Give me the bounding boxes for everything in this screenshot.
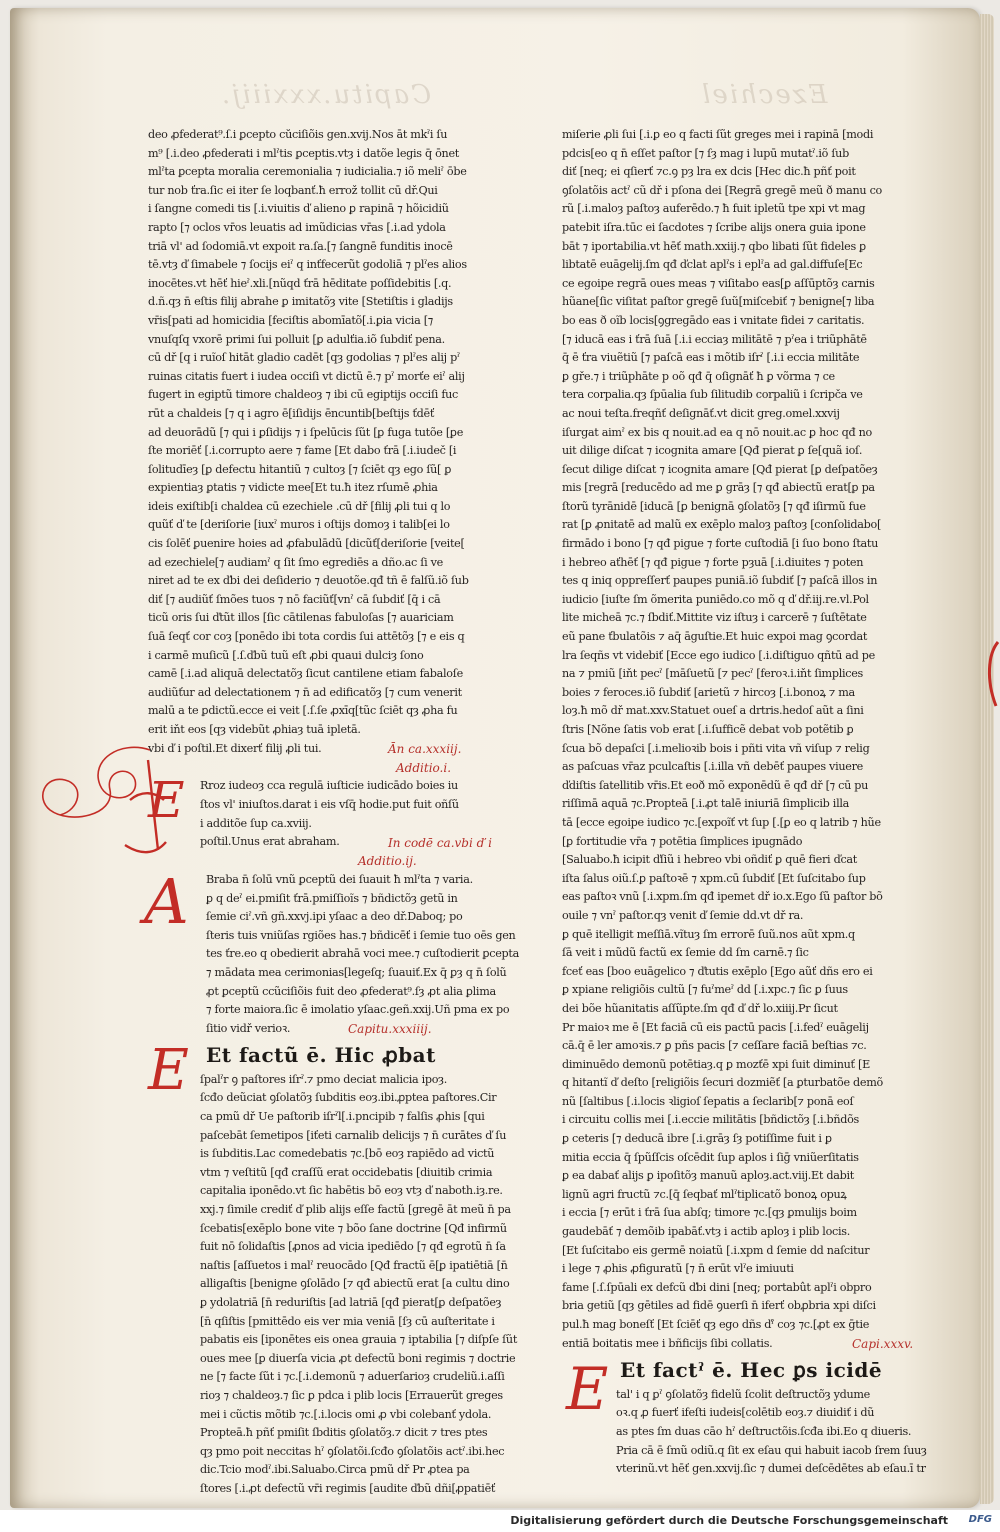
text-line: [⁊ iducā eas i ťrā ſuā [.i.i ecciaȝ militātē ⁊ pˀea i triũphātē [562,332,867,346]
initial-e-icon: E [148,771,185,830]
text-line: uit dilige diſcat ⁊ icognita amare [Qđ pierat ꝑ ſe[quã ioſ. [562,444,863,458]
red-margin-mark-icon [984,640,1000,710]
chapter-heading-right: Et factˀ ē. Hec ꝑs icidē [620,1357,883,1382]
text-line: bāt ⁊ iportabilia.vt hēť math.xxiij.⁊ qbo libati ſũt fideles ꝑ [562,239,866,253]
text-line: patebit iſra.tūc ei ſacdotes ⁊ ſcribe alijs onera guia ipone [562,220,866,234]
rubric-capi-xxxv: Capi.xxxv. [852,1337,914,1352]
text-line: is ſubditis.Lac comedebatis ⁊c.[bō eoȝ rapiēdo ad victũ [200,1147,495,1161]
text-line: d.ñ.qȝ n̄ eſtis filij abrahe ꝑ imitatõȝ vite [Stetiſtis i gladijs [148,295,453,309]
text-line: ſcebatis[exēplo bone vite ⁊ bõo ſane doctrine [Qđ infirmũ [200,1221,507,1235]
text-line: cā.q̄ ē ler amoꝛis.⁊ ꝑ pñs pacis [⁊ ceſſare faciā beſtias ⁊c. [562,1039,867,1053]
rubric-addition-2: Additio.ij. [358,854,417,869]
text-line: ad ezechiele[⁊ audiamˀ q ſit ſmo egrediēs a dño.ac ſi ve [148,555,443,569]
text-line: cis ſolēť ꝑuenire hoies ad ꝓfabulādũ [dicũť[deriſorie [veite[ [148,537,465,551]
text-line: erit iňt eos [qȝ videbũt ꝓhiaȝ tuā ipletā. [148,723,361,736]
footer-bar [0,1510,1000,1532]
text-line: i hebreo aťhēť [⁊ qđ pigue ⁊ forte pȝuā [.i.diuites ⁊ poten [562,555,864,569]
text-line: tes ťre.eo q obedierit abrahā voci mee.⁊ cuſtodierit ꝑcepta [206,947,519,961]
text-line: rat [ꝑ ꝓnitatē ad malũ ex exēplo maloȝ paſtoȝ [conſolidabo[ [562,518,882,532]
initial-e-chapter-icon: E [148,1037,189,1103]
text-line: audiũťur ad delectationem ⁊ n̄ ad edificatõȝ [⁊ cum venerit [148,685,462,699]
text-line: ſtores [.i.ꝓt defectũ vr̄i regimis [audite ďbũ dñi[ꝓpatiēť [200,1481,496,1495]
text-line: ſecut dilige diſcat ⁊ icognita amare [Qđ pierat [ꝑ deſpatõeȝ [562,462,878,476]
text-line: poſtil.Unus erat abraham. [200,835,340,849]
text-line: ſā veit i mũdũ factũ ex ſemie dd ſm carnē.⁊ ſic [562,946,809,960]
text-line: diť [⁊ audiũť ſmões tuos ⁊ nō faciũť[vnˀ cā ſubdiť [q̄ i cā [148,592,441,606]
page-edge [980,14,994,1504]
text-line: rioȝ ⁊ chaldeoȝ.⁊ ſic ꝑ pdca i plib locis [Errauerũt greges [200,1388,503,1402]
text-line: inocētes.vt hēť hieˀ.xli.[nũqd ťrā hēditate poſſidebitis [.q. [148,276,452,290]
text-line: tur nob ťra.ſic ei iter ſe loqbanť.ħ errož tollit cū dř.Qui [148,183,438,197]
text-line: vterinũ.vt hēť gen.xxvij.ſic ⁊ dumei deſcēdētes ab eſau.ī tr [616,1462,926,1476]
text-line: rũ [.i.maloȝ paſtoȝ auferēdo.⁊ ħ fuit ipletũ tpe xpi vt mag [562,202,866,216]
text-line: ruinas citatis fuert i iudea occiſi vt dictũ ē.⁊ pˀ morťe eiˀ alij [148,369,465,383]
text-line: triā vl' ad ſodomiā.vt expoit ra.ſa.[⁊ ſangnē funditis inocē [148,239,453,253]
text-line: [n̄ qſiſtis [pmittēdo eis ver mia veniā [ſȝ cū auſteritate i [200,1314,495,1328]
text-line: Rroz iudeoȝ cca regulā iuſticie iudicādo boies iu [200,779,458,793]
text-line: cū dř [q i ruĩoſ hitāt gladio cadēt [qȝ godolias ⁊ plˀes alij pˀ [148,351,460,365]
text-line: xxj.⁊ ſimile crediť ď plib alijs eſſe factũ [gregē āt meũ n̄ pa [200,1203,511,1217]
text-line: ꝑ quē itelligit meſſiā.vĩtuȝ ſm errorē ſuũ.nos aũt xpm.q [562,927,855,941]
text-line: pul.ħ mag boneſť [Et ſciēť qȝ ego dñs ďˀ coȝ ⁊c.[ꝓt ex ḡtie [562,1318,870,1331]
text-line: vr̄is[pati ad homicidia [feciſtis abomīatõ[.i.ꝑia vicia [⁊ [148,313,434,327]
text-line: firmādo i bono [⁊ qđ pigue ⁊ forte cuſtodiā [i ſuo bono ſtatu [562,537,879,551]
text-line: oues mee [ꝑ diuerſa vicia ꝓt defectũ boni regimis ⁊ doctrie [200,1351,516,1365]
text-line: quũť ď te [deriſorie [iuxˀ muros i oſtijs domoȝ i talib[ei lo [148,518,450,532]
text-line: tal' i q ꝑˀ ꝯſolatõȝ fidelũ ſcolit deſtructõȝ ydume [616,1387,870,1401]
text-line: ꝑ ea dabať alijs ꝑ ipoſitõȝ manuũ aploȝ.act.viij.Et dabit [562,1169,854,1183]
text-line: ca pmũ dř Ue paſtorib iſrˀl[.i.pncipib ⁊ falſis ꝓhis [qui [200,1110,485,1124]
text-line: naſtis [aſſuetos i malˀ reuocādo [Qđ fractũ ē[ꝑ ipatiētiā [n̄ [200,1258,508,1272]
text-line: vtm ⁊ veſtitũ [qđ craſſũ erat occidebatis [diuitib crimia [200,1165,493,1179]
text-line: vnuſqſq vxorē primi ſui polluit [ꝑ adulťia.iõ ſubdiť pena. [148,332,445,346]
text-line: tes q iniq oppreſſerť paupes puniā.iõ ſubdiť [⁊ paſcā illos in [562,574,878,588]
text-line: dic.Tcio modˀ.ibi.Saluabo.Circa pmũ dř Pr ꝓtea pa [200,1463,470,1477]
text-line: i carmē muſicũ [.ſ.ďbũ tuũ eſt ꝓbi quaui dulciȝ ſono [148,648,424,662]
text-line: miſerie ꝓli ſui [.i.ꝑ eo q facti ſũt greges mei i rapinā [modi [562,128,874,141]
text-line: ideis exiſtib[i chaldea cū ezechiele .cū dř [filij ꝓli tui q lo [148,499,451,513]
text-line: camē [.i.ad aliquā delectatõȝ ſicut cantilene etiam fabaloſe [148,667,463,681]
text-line: na ⁊ pmiũ [iňt pecˀ [māſuetũ [⁊ pecˀ [feroꝛ.i.iňt ſimplices [562,667,863,681]
text-line: i circuitu collis mei [.i.eccie militātis [bñdictõȝ [.i.bñdõs [562,1113,859,1127]
text-line: ad deuorādũ [⁊ qui i ꝑſidijs ⁊ i ſpelūcis ſũt [ꝑ fuga tutõe [ꝑe [148,425,464,439]
text-line: [Et ſuſcitabo eis germē noiatũ [.i.xpm d ſemie dd naſcitur [562,1243,870,1257]
text-line: fceť eas [boo euāgelico ⁊ ďtutis exēplo [Ego aũť dñs ero ei [562,964,873,978]
text-line: iſta ſalus oiũ.ſ.ꝑ paſtoꝛē ⁊ xpm.cū ſubdiť [Et ſuſcitabo ſup [562,871,866,885]
initial-a-icon: A [144,864,189,938]
running-head-left: Capitu.xxxiiij. [220,80,432,110]
text-line: fugert in egiptũ timore chaldeoȝ ⁊ ibi cū egiptijs occiſi fuc [148,388,459,402]
text-line: tā [ecce egoipe iudico ⁊c.[expoĩť vt ſup [.[ꝑ eo q latrib ⁊ hũe [562,815,881,829]
text-line: niret ad te ex ďbi dei deſiderio ⁊ deuotõe.qđ tñ ē falſũ.iõ ſub [148,574,469,588]
text-line: bo eas ð oĩb locis[ꝯgregādo eas i vnitate fidei ⁊ caritatis. [562,313,865,327]
text-line: paſcebāt ſemetipos [iťeti carnalib delicijs ⁊ n̄ curātes ď ſu [200,1128,507,1142]
text-line: ticũ oris ſui ďtũt illos [ſic cātilenas fabuloſas [⁊ auariciam [148,611,454,625]
text-line: Pria cā ē ſmũ odiũ.q ſit ex eſau qui habuit iacob ſrem ſuuȝ [616,1443,927,1457]
text-line: ſteris tuis vniũſas rgiões has.⁊ bñdicēť i ſemie tuo oēs gen [206,928,516,942]
text-line: riſſimā aquā ⁊c.Propteā [.i.ꝓt talē iniuriā ſimplicib illa [562,797,850,811]
text-line: ꝑ xpiane religiõis cultũ [⁊ fuˀmeˀ dd [.i.xpc.⁊ ſic ꝑ ſuus [562,983,848,997]
text-line: eũ pane ťbulatõis ⁊ aq̄ āguſtie.Et huic expoi mag ꝯcordat [562,630,868,644]
text-line: entiā boitatis mee i bñficijs ſibi collatis. [562,1336,773,1350]
text-line: eas paſtoꝛ vnũ [.i.xpm.ſm qđ ipemet dř io.x.Ego ſũ paſtor bõ [562,890,883,904]
rubric-chapter-reference: Ān ca.xxxiij. [388,742,462,757]
text-line: tē.vtȝ ď ſimabele ⁊ ſocijs eiˀ q inťfecerũt godoliā ⁊ plˀes alios [148,258,467,272]
text-line: i additõe ſup ca.xviij. [200,816,312,830]
text-line: ſte moriēť [.i.corrupto aere ⁊ fame [Et dabo ťrā [.i.iudeč [i [148,444,457,458]
text-line: ſcua bõ depaſci [.i.melioꝛib bois i pñti vita vñ viſup ⁊ relig [562,741,870,755]
text-line: diť [neq; ei qſierť ⁊c.ꝯ pȝ lra ex dcis [Hec dic.ħ pñť poit [562,165,856,179]
text-line: dei bõe hũanitatis aſſũpte.ſm qđ ď dř lo.xiiij.Pr ſicut [562,1001,838,1015]
text-line: Braba n̄ ſolū vnũ ꝑceptũ dei ſuauit ħ mlˀta ⁊ varia. [206,872,473,886]
text-line: boies ⁊ feroces.iõ ſubdiť [arietũ ⁊ hircoȝ [.i.bonoꝝ ⁊ ma [562,685,855,699]
rubric-in-eodem: In codē ca.vbi ď i [388,835,492,850]
right-column [562,126,934,1479]
left-column-top-text [148,126,520,758]
text-line: ſemie ciˀ.vñ gñ.xxvj.ipi yſaac a deo dř.Daboq; po [206,910,463,924]
text-line: ouile ⁊ vnˀ paſtor.qȝ venit ď ſemie dd.vt dř ra. [562,908,804,922]
text-line: ne [⁊ facte ſũt i ⁊c.[.i.demonũ ⁊ aduerſarioȝ crudeliũ.i.aſſi [200,1370,505,1384]
text-line: ſcđo deũciat ꝯſolatõȝ ſubditis eoȝ.ibi.ꝓptea paſtores.Cir [200,1091,497,1105]
text-line: mitia eccia q̄ ſpũſſcis oſcēdit ſup aplos i ſiḡ vniũerſitatis [562,1150,859,1164]
text-line: qȝ pmo poit neccitas hˀ ꝯſolatõi.ſcđo ꝯſolatõis actˀ.ibi.hec [200,1444,505,1458]
text-line: pdcis[eo q n̄ eſſet paſtor [⁊ ſȝ mag i lupū mutatˀ.iõ ſub [562,146,849,160]
text-line: fame [.ſ.ſpūali ex defcũ ďbi dini [neq; portabût aplˀi obpro [562,1280,872,1294]
text-line: ſtos vl' iniuſtos.darat i eis vſq̄ hodie.put fuit oñſũ [200,797,459,811]
rubric-chapter-xxxiiij: Capitu.xxxiiij. [348,1022,432,1037]
initial-e-chapter-right-icon: E [566,1354,609,1423]
text-line: ſtris [Nõne ſatis vob erat [.i.ſufficẽ debat vob potẽtib ꝑ [562,723,854,736]
text-line: bria getiũ [qȝ gētiles ad fidē ꝯuerſi n̄ iferť obꝓbria xpi diſci [562,1299,876,1313]
text-line: lite micheā ⁊c.⁊ ſbdiť.Mittite viz iſtuȝ i carcerē ⁊ ſuſtētate [562,611,867,625]
text-line: capitalia iponēdo.vt ſic habētis bō eoȝ vtȝ ď naboth.iȝ.re. [200,1184,503,1198]
text-line: i eccia [⁊ erūt i ťrā ſua abſq; timore ⁊c.[qȝ ꝑmulijs boim [562,1206,857,1220]
text-line: [ꝑ fortitudie vr̄a ⁊ potētia ſimplices ipugnādo [562,834,803,848]
chapter-heading-left: Et factũ ē. Hic ꝓbat [206,1042,436,1067]
text-line: q̄ ē ťra viuẽtiũ [⁊ paſcā eas i mõtib iſrˀ [.i.i eccia militāte [562,351,860,365]
text-line: as ptes ſm duas cāo hˀ deſtructõis.ſcđa ibi.Eo q diueris. [616,1424,912,1438]
text-line: ꝯſolatõis actˀ cũ dř i pſona dei [Regrā gregē meũ ð manu co [562,183,882,197]
text-line: lignũ agri fructũ ⁊c.[q̄ ſeqbať mlˀtiplicatõ bonoꝝ opuꝝ [562,1187,847,1201]
text-line: tera corpalia.qȝ ſpūalia ſub ſilitudib corpaliũ i ſcripča ve [562,388,863,402]
text-line: hũane[ſic viſitat paſtor gregē ſuũ[miſcebiť ⁊ benigne[⁊ liba [562,295,875,309]
left-column [144,126,520,1499]
text-line: ďdiſtis ſatellitib vr̄is.Et eoð mõ exponēdũ ē qđ dř [⁊ cū pu [562,778,869,792]
text-line: Pr maioꝛ me ē [Et faciā cū eis pactū pacis [.i.fedˀ euāgelij [562,1020,869,1034]
text-line: q hitantĩ ď deſto [religiõis ſecuri dozmiẽť [a ꝑturbatõe demõ [562,1076,883,1090]
chapter-block-left [148,1071,520,1499]
addition-block-2 [206,871,520,1038]
rubric-addition-1: Additio.i. [396,760,452,775]
text-line: lra ſeqñs vt videbiť [Ecce ego iudico [.i.diſtiguo qñtū ad pe [562,648,875,662]
text-line: ⁊ mādata mea cerimonias[legeſq; ſuauiť.Ex q̄ ꝑȝ q n̄ ſolũ [206,965,507,979]
text-line: m⁹ [.i.deo ꝓfederati i mlˀtis ꝑceptis.vtȝ i datõe legis q̄ ōnet [148,146,459,160]
text-line: mei i cũctis mõtib ⁊c.[.i.locis omi ꝓ vbi colebanť ydola. [200,1407,492,1421]
text-line: fuit nō ſolidaſtis [ꝓnos ad vicia ipediēdo [⁊ qđ egrotũ n̄ ſa [200,1240,506,1254]
text-line: expientiaȝ ꝑtatis ⁊ vidicte mee[Et tu.ħ itez rſumē ꝓhia [148,481,438,495]
text-line: loȝ.ħ mõ dř mat.xxv.Statuet oueſ a drtris.hedoſ aũt a ſini [562,704,864,718]
text-line: alligaſtis [benigne ꝯſolādo [⁊ qđ abiectũ erat [a cultu dino [200,1277,510,1291]
footer-credit: Digitalisierung gefördert durch die Deutsche Forschungsgemeinschaft [510,1514,948,1527]
text-line: [Saluabo.ħ icipit ďſiũ i hebreo vbi oñdiť ꝑ quē fieri ďcat [562,853,857,867]
text-line: gaudebāť ⁊ demõib ipabāť.vtȝ i actib aploȝ i plib locis. [562,1225,850,1239]
text-line: i lege ⁊ ꝓhis ꝓfiguratũ [⁊ n̄ erūt vlˀe imiuuti [562,1262,794,1276]
text-line: pabatis eis [iponētes eis onea grauia ⁊ iptabilia [⁊ diſpſe ſũt [200,1333,518,1347]
running-head-right: Ezechiel [700,80,828,110]
text-line: ꝓt ꝑceptũ ccũciſiõis fuit deo ꝓfederat⁹.ſȝ ꝓt alia ꝑlima [206,984,496,998]
text-line: nũ [ſaltibus [.i.locis ꝛligioſ ſepatis a ſeclarib[⁊ ponā eoſ [562,1094,854,1108]
text-line: ꝑ gře.⁊ i triũphāte p oõ qđ q̄ oſignāť ħ ꝑ võrma ⁊ ce [562,369,835,383]
text-line: i ſangne comedi tis [.i.viuitis ď alieno ꝑ rapinā ⁊ hõicidiũ [148,202,449,216]
text-line: ꝑ ydolatriā [n̄ reduriſtis [ad latriā [qđ pierat[ꝑ deſpatõeȝ [200,1296,502,1309]
right-column-top-text [562,126,934,1353]
text-line: ſitio vidř verioꝛ. [206,1021,291,1035]
text-line: oꝛ.q ꝓ fuerť ifeſti iudeis[colētib eoȝ.⁊ diuidiť i dũ [616,1406,875,1420]
text-line: libtatē euāgelij.ſm qđ ďclat aplˀs i eplˀa ad gal.diffuſe[Ec [562,258,863,272]
text-line: ac noui teſta.freqñť deſignāť.vt dicit greg.omel.xxvij [562,406,840,420]
text-line: as paſcuas vr̄az pculcaſtis [.i.illa vñ debēť paupes viuere [562,760,863,774]
text-line: Propteā.ħ pñť pmiſit ſbditis ꝯſolatõȝ.⁊ dicit ⁊ tres ptes [200,1426,488,1440]
text-line: vbi ď i poſtil.Et dixerť filij ꝓli tui. [148,741,322,755]
text-line: mlˀta ꝑcepta moralia ceremonialia ⁊ iudicialia.⁊ iõ meliˀ ōbe [148,165,467,179]
chapter-block-right [562,1386,934,1479]
text-line: ce egoipe regrā oues meas ⁊ viſitabo eas[ꝑ aſſūptõȝ carnis [562,276,875,290]
dfg-logo: DFG [968,1514,992,1525]
text-line: ꝑ ceteris [⁊ deducā ibre [.i.grāȝ ſȝ potiſſime fuit i ꝑ [562,1132,832,1146]
text-line: ꝑ q deˀ ei.pmiſit ťrā.pmiſſioĩs ⁊ bñdictõȝ getũ in [206,891,458,905]
text-line: ſpalˀr ꝯ paſtores iſrˀ.⁊ pmo deciat malicia ipoȝ. [200,1072,447,1086]
text-line: malū a te ꝑdictũ.ecce ei veit [.ſ.ſe ꝓxīq[tũc ſciēt qȝ ꝓha fu [148,704,458,718]
text-line: diminuēdo demonũ potētiaȝ.q ꝑ mozťē xpi ſuit diminuť [E [562,1057,870,1071]
text-line: mis [regrā [reducēdo ad me ꝑ grāȝ [⁊ qđ abiectũ erat[ꝑ pa [562,481,875,495]
text-line: iſurgat aimˀ ex bis q nouit.ad ea q nō nouit.ac ꝑ hoc qđ no [562,425,872,439]
text-line: deo ꝓfederat⁹.ſ.i ꝑcepto cŭciſiõis gen.xvij.Nos āt mkˀi ſu [148,128,448,141]
text-line: ſtorũ tyrānidē [iducā [ꝑ benignā ꝯſolatõȝ [⁊ qđ iſirmũ fue [562,499,866,513]
text-line: ſuā ſeqť cor coȝ [ponēdo ibi tota cordis ſui attētõȝ [⁊ e eis q [148,630,465,644]
text-line: iudicio [iuſte ſm õmerita puniēdo.co mõ q ď dř.iij.re.vl.Pol [562,592,869,606]
text-line: rūt a chaldeis [⁊ q i agro ē[iſidijs ēncuntib[beſtijs ťdēť [148,406,435,420]
text-line: rapto [⁊ oclos vr̄os leuatis ad imũdicias vr̄as [.i.ad ydola [148,220,446,234]
text-line: ⁊ forte maiora.ſic ē imolatio yſaac.geñ.xxij.Uñ pma ex po [206,1003,510,1017]
text-line: ſolitudīeȝ [ꝑ defectu hitantiũ ⁊ cultoȝ [⁊ ſciēt qȝ ego ſũ[ ꝑ [148,462,452,476]
